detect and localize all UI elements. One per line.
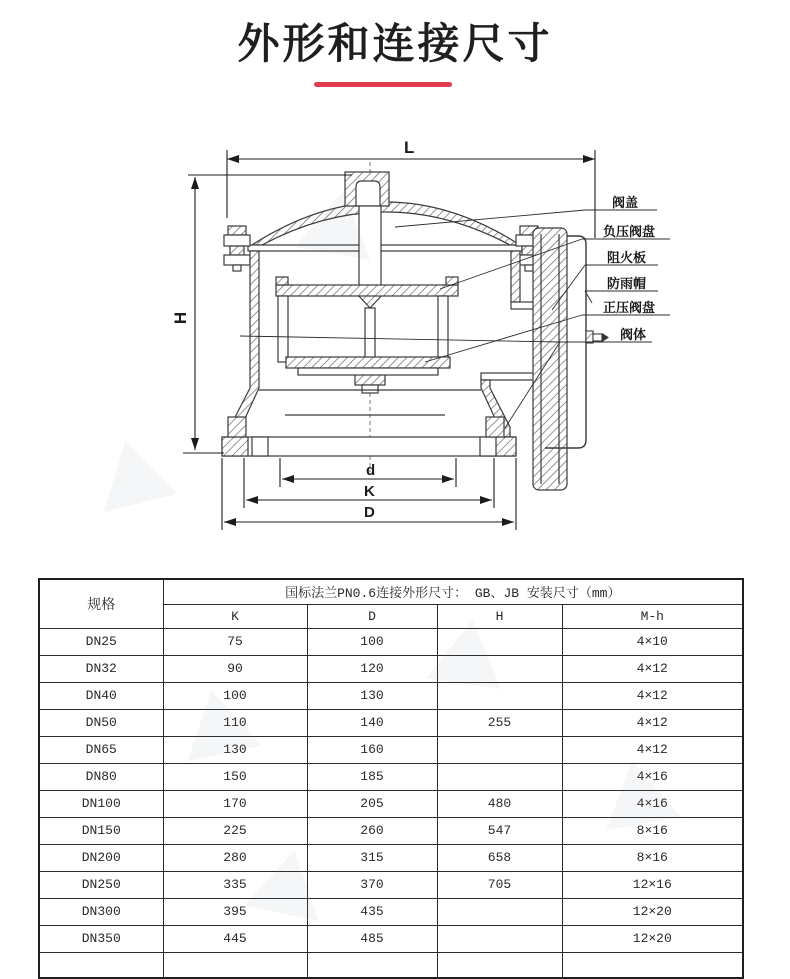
- cell-D: 370: [307, 871, 437, 898]
- dim-label-d: d: [366, 462, 376, 479]
- table-row: [39, 790, 743, 817]
- cell-Mh: 4×16: [562, 763, 743, 790]
- part-label-rain-cap: 防雨帽: [607, 276, 647, 291]
- cell-K: 170: [163, 790, 307, 817]
- cell-K: 130: [163, 736, 307, 763]
- flame-arrestor-plate: [533, 228, 567, 490]
- cell-K: 75: [163, 628, 307, 655]
- table-row: [39, 709, 743, 736]
- cell-Mh: 8×16: [562, 844, 743, 871]
- cell-H: [437, 925, 562, 952]
- cell-D: 185: [307, 763, 437, 790]
- cell-H: [437, 952, 562, 978]
- cell-K: 90: [163, 655, 307, 682]
- cell-H: 255: [437, 709, 562, 736]
- page-title: 外形和连接尺寸: [237, 20, 553, 67]
- cell-spec: [39, 952, 163, 978]
- cell-K: 280: [163, 844, 307, 871]
- title-accent-bar: [314, 82, 452, 87]
- part-label-vacuum-disc: 负压阀盘: [603, 224, 656, 239]
- table-row: [39, 682, 743, 709]
- cell-Mh: 4×10: [562, 628, 743, 655]
- cell-K: 110: [163, 709, 307, 736]
- cell-H: [437, 763, 562, 790]
- part-label-valve-cover: 阀盖: [612, 195, 639, 210]
- cell-D: 485: [307, 925, 437, 952]
- valve-body: [222, 162, 542, 472]
- cell-H: [437, 655, 562, 682]
- cell-H: [437, 736, 562, 763]
- table-row: [39, 736, 743, 763]
- cell-Mh: 12×20: [562, 925, 743, 952]
- col-header-K: K: [163, 604, 307, 628]
- callout-labels: [240, 195, 670, 428]
- cell-D: 100: [307, 628, 437, 655]
- cell-K: 395: [163, 898, 307, 925]
- pressure-disc-shape: [286, 357, 450, 368]
- cell-K: 335: [163, 871, 307, 898]
- col-header-spec: 规格: [39, 579, 163, 628]
- cell-K: 150: [163, 763, 307, 790]
- col-group-header: 国标法兰PN0.6连接外形尺寸： GB、JB 安装尺寸（mm）: [163, 579, 743, 604]
- cell-spec: DN80: [39, 763, 163, 790]
- table-row: [39, 925, 743, 952]
- cell-spec: DN32: [39, 655, 163, 682]
- cell-spec: DN300: [39, 898, 163, 925]
- dimension-L: [227, 138, 595, 238]
- cell-H: [437, 628, 562, 655]
- cell-H: 547: [437, 817, 562, 844]
- cell-D: 205: [307, 790, 437, 817]
- cell-Mh: 12×20: [562, 898, 743, 925]
- col-header-Mh: M-h: [562, 604, 743, 628]
- cell-spec: DN200: [39, 844, 163, 871]
- cell-D: 315: [307, 844, 437, 871]
- cell-H: 705: [437, 871, 562, 898]
- table-row: [39, 763, 743, 790]
- cell-D: 140: [307, 709, 437, 736]
- dim-label-L: L: [404, 138, 415, 157]
- cell-Mh: 4×12: [562, 682, 743, 709]
- cell-Mh: 12×16: [562, 871, 743, 898]
- table-row: [39, 871, 743, 898]
- cell-D: 160: [307, 736, 437, 763]
- cell-K: 100: [163, 682, 307, 709]
- table-row: [39, 817, 743, 844]
- cell-spec: DN65: [39, 736, 163, 763]
- table-row: [39, 655, 743, 682]
- cell-Mh: [562, 952, 743, 978]
- cell-Mh: 4×12: [562, 655, 743, 682]
- cell-D: 260: [307, 817, 437, 844]
- cell-D: 120: [307, 655, 437, 682]
- cell-D: [307, 952, 437, 978]
- cell-D: 130: [307, 682, 437, 709]
- cell-spec: DN50: [39, 709, 163, 736]
- cell-spec: DN100: [39, 790, 163, 817]
- cell-K: [163, 952, 307, 978]
- col-header-H: H: [437, 604, 562, 628]
- cell-H: [437, 898, 562, 925]
- dim-label-D: D: [364, 504, 375, 521]
- vacuum-disc-shape: [276, 285, 458, 296]
- table-row: [39, 628, 743, 655]
- cell-H: 480: [437, 790, 562, 817]
- table-row-partial: [39, 952, 743, 978]
- part-label-flame-arrestor: 阻火板: [607, 250, 647, 265]
- cell-Mh: 4×16: [562, 790, 743, 817]
- dimension-table: [38, 578, 744, 979]
- table-row: [39, 898, 743, 925]
- cell-spec: DN25: [39, 628, 163, 655]
- cell-K: 225: [163, 817, 307, 844]
- cell-spec: DN150: [39, 817, 163, 844]
- cell-D: 435: [307, 898, 437, 925]
- valve-dimension-drawing: [0, 118, 790, 574]
- cell-spec: DN350: [39, 925, 163, 952]
- table-row: [39, 844, 743, 871]
- clamp-bolt-left: [224, 226, 250, 271]
- part-label-valve-body: 阀体: [620, 327, 647, 342]
- cell-spec: DN40: [39, 682, 163, 709]
- cell-K: 445: [163, 925, 307, 952]
- cell-Mh: 4×12: [562, 709, 743, 736]
- cell-Mh: 4×12: [562, 736, 743, 763]
- cell-Mh: 8×16: [562, 817, 743, 844]
- cell-H: 658: [437, 844, 562, 871]
- page-header: [0, 0, 790, 87]
- cell-H: [437, 682, 562, 709]
- part-label-pressure-disc: 正压阀盘: [603, 300, 656, 315]
- col-header-D: D: [307, 604, 437, 628]
- dim-label-H: H: [171, 311, 190, 325]
- cell-spec: DN250: [39, 871, 163, 898]
- table-header-group-row: [39, 579, 743, 604]
- dim-label-K: K: [364, 483, 375, 500]
